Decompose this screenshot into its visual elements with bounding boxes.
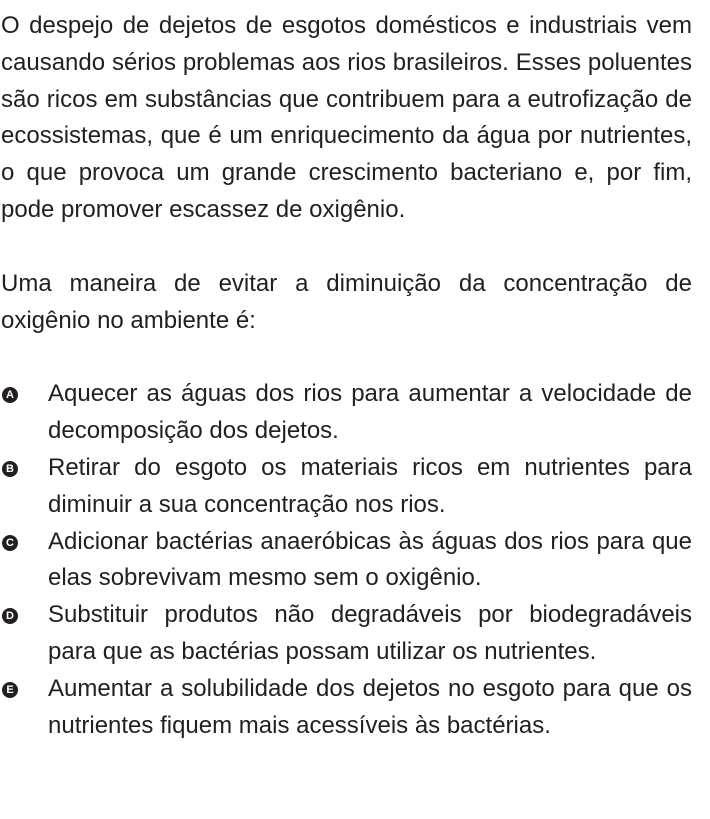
option-letter-badge: D (2, 608, 18, 624)
option-a[interactable] (1, 376, 692, 450)
option-c[interactable] (1, 524, 692, 598)
option-letter-badge: C (2, 535, 18, 551)
option-d[interactable] (1, 597, 692, 671)
option-text: Adicionar bactérias anaeróbicas às águas dos rios para que elas sobrevivam mesmo sem o oxigênio. (48, 527, 692, 592)
option-text: Aquecer as águas dos rios para aumentar a velocidade de decomposição dos dejetos. (48, 380, 692, 445)
option-letter-badge: A (2, 387, 18, 403)
option-e[interactable] (1, 671, 692, 745)
answer-options-list (1, 376, 692, 744)
question-prompt: Uma maneira de evitar a diminuição da concentração de oxigênio no ambiente é: (1, 269, 692, 334)
option-text: Aumentar a solubilidade dos dejetos no esgoto para que os nutrientes fiquem mais acessíveis às bactérias. (48, 674, 692, 739)
option-letter-badge: B (2, 461, 18, 477)
option-text: Retirar do esgoto os materiais ricos em nutrientes para diminuir a sua concentração nos rios. (48, 453, 692, 518)
option-text: Substituir produtos não degradáveis por biodegradáveis para que as bactérias possam utilizar os nutrientes. (48, 601, 692, 665)
option-letter-badge: E (2, 682, 18, 698)
option-b[interactable] (1, 450, 692, 524)
passage-text: O despejo de dejetos de esgotos domésticos e industriais vem causando sérios problemas aos rios brasileiros. Esses poluentes são ricos em substâncias que contribuem para a eutrofização de ecossistemas, que é um enriquecimento da água por nutrientes, o que provoca um grande crescimento bacteriano e, por fim, pode promover escassez de oxigênio. (1, 12, 692, 223)
question-document (1, 8, 692, 744)
